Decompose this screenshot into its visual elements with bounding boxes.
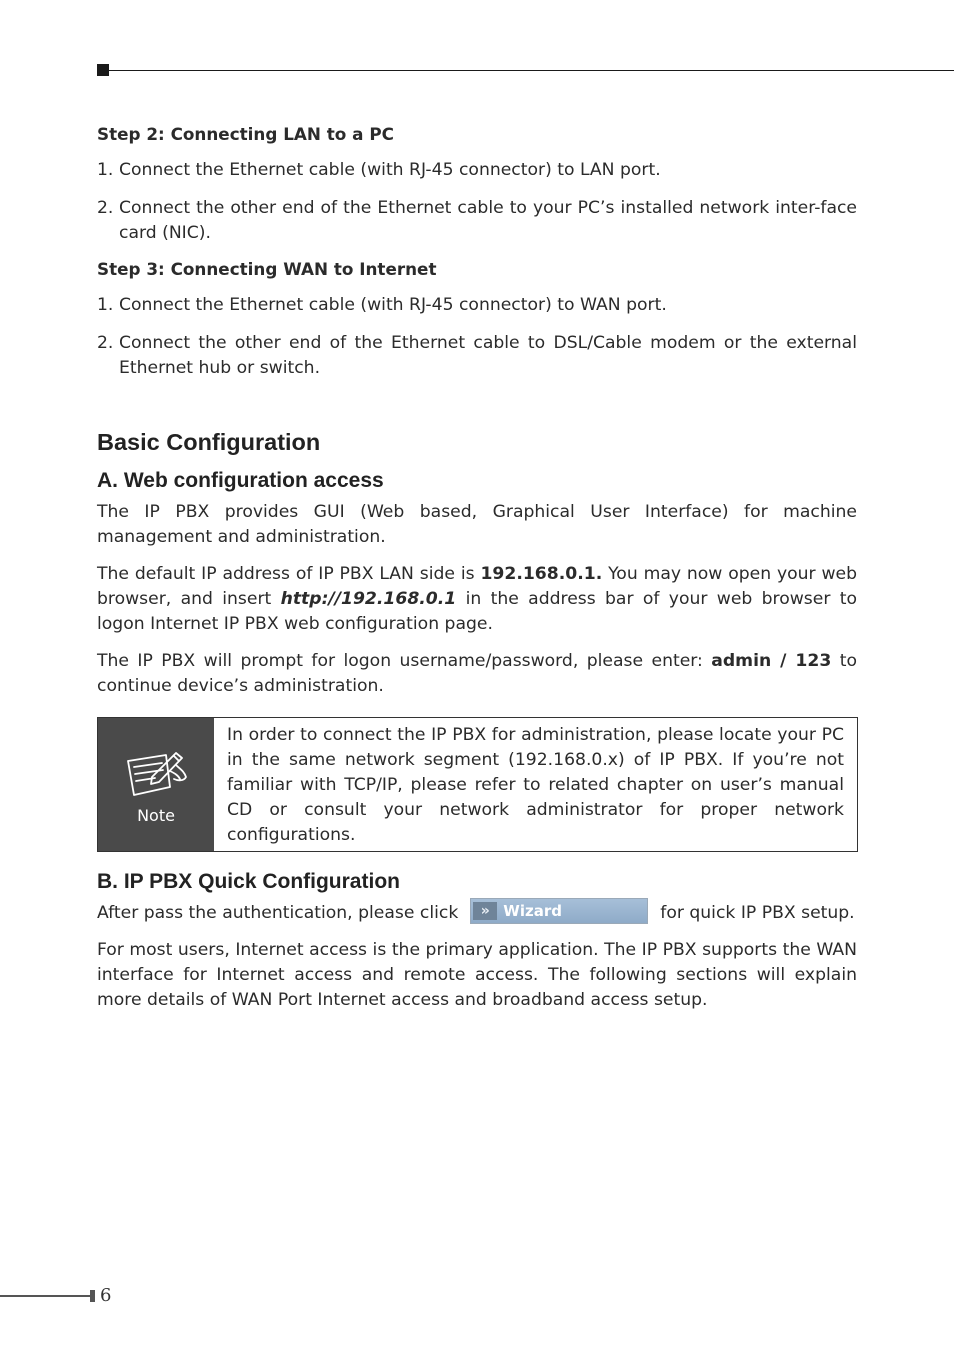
wizard-button[interactable] [470,898,648,924]
header-marker [97,64,109,76]
list-text: Connect the other end of the Ethernet cable to DSL/Cable modem or the external Ethernet hub or switch. [119,333,857,378]
basic-configuration-title: Basic Configuration [97,429,321,455]
note-text: In order to connect the IP PBX for administration, please locate your PC in the same network segment (192.168.0.x) of IP PBX. If you’re not familiar with TCP/IP, please refer to related chapter on user’s manual CD or consult your network administrator for proper network configurations. [227,725,844,845]
section-a-paragraph-1: The IP PBX provides GUI (Web based, Graphical User Interface) for machine management and administration. [97,502,857,547]
list-number: 1. [97,160,114,180]
web-url: http://192.168.0.1 [280,589,457,609]
page-content [97,122,857,1025]
step3-heading: Step 3: Connecting WAN to Internet [97,259,437,279]
list-item [97,196,857,246]
list-item [97,331,857,381]
chevron-right-icon: » [473,902,497,920]
p2-text-pre: The default IP address of IP PBX LAN side is [97,564,481,584]
list-text: Connect the Ethernet cable (with RJ-45 connector) to WAN port. [119,295,667,315]
header-rule [109,70,954,71]
wizard-button-label: Wizard [503,901,562,920]
p3-text-post: to continue device’s administration. [97,651,857,696]
p2-text-post: in the address bar of your web browser to logon Internet IP PBX web configuration page. [97,589,857,634]
footer-rule [0,1295,90,1297]
section-a-paragraph-3 [97,649,857,699]
section-b-title: B. IP PBX Quick Configuration [97,870,400,893]
list-number: 2. [97,333,114,353]
list-text: Connect the other end of the Ethernet cable to your PC’s installed network inter-face card (NIC). [119,198,857,243]
section-a-paragraph-2 [97,562,857,637]
default-ip-address: 192.168.0.1. [480,564,603,584]
note-label: Note [137,806,175,825]
p2-text-mid: You may now open your web browser, and insert [97,564,857,609]
list-number: 1. [97,295,114,315]
list-item [97,293,857,318]
list-number: 2. [97,198,114,218]
footer-marker [90,1290,95,1302]
note-box [97,717,858,852]
page-number: 6 [100,1285,112,1306]
note-pen-icon [122,741,190,801]
p3-text-pre: The IP PBX will prompt for logon username/password, please enter: [97,651,712,671]
step2-heading: Step 2: Connecting LAN to a PC [97,124,394,144]
p1-text-pre: After pass the authentication, please click [97,903,459,923]
section-b-paragraph-2: For most users, Internet access is the primary application. The IP PBX supports the WAN interface for Internet access and remote access. The following sections will explain more details of WAN Port Internet access and broadband access setup. [97,940,857,1010]
list-text: Connect the Ethernet cable (with RJ-45 connector) to LAN port. [119,160,661,180]
section-b-paragraph-1 [97,901,857,926]
note-badge [98,718,214,851]
p1-text-post: for quick IP PBX setup. [660,903,855,923]
list-item [97,158,857,183]
section-a-title: A. Web configuration access [97,469,384,492]
login-credentials: admin / 123 [711,651,832,671]
